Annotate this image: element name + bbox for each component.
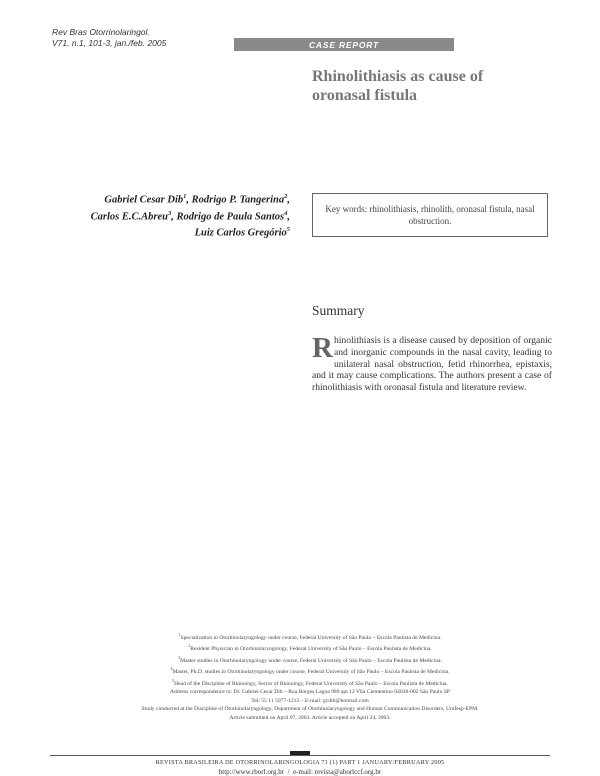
footnote-mark: 1 — [178, 632, 181, 637]
title-line-1: Rhinolithiasis as cause of — [312, 68, 484, 85]
footnote-text: Resident Physician in Otorhinolaryngology, Federal University of São Paulo – Escola Paulista de Medicina. — [190, 646, 432, 653]
author-line-2: Carlos E.C.Abreu$^3$, Rodrigo de Paula Santos$^4$, — [90, 209, 290, 222]
author-affiliation-mark: 2 — [284, 193, 288, 200]
footer-citation: REVISTA BRASILEIRA DE OTORRINOLARINGOLOGIA 71 (1) PART 1 JANUARY/FEBRUARY 2005 — [155, 759, 445, 766]
author-name: Gabriel Cesar Dib — [104, 194, 184, 206]
section-label: CASE REPORT — [308, 39, 380, 50]
email-link[interactable]: revista@aborlccf.org.br — [314, 768, 382, 776]
footnote-address: Address correspondence to: Dr. Gabriel Cesar Dib – Rua Borges Lagoa 980 apt 12 Vila Clementino 04038-002 São Paulo SP — [169, 689, 451, 696]
keywords-box — [312, 193, 548, 237]
footnote-text: Master, Ph.D. studies in Otorhinolaryngology under course, Federal University of São Paulo – Escola Paulista de Medicina. — [172, 669, 450, 676]
author-affiliation-mark: 5 — [286, 226, 290, 233]
footnote-contact: Tel/ 55 11 5077-1212 – E-mail: gcdib@hotmail.com — [251, 697, 369, 704]
author-name: Rodrigo de Paula Santos — [176, 211, 285, 222]
keywords-text: Key words: rhinolithiasis, rhinolith, oronasal fistula, nasal obstruction. — [325, 204, 535, 226]
article-title — [312, 67, 552, 105]
footnote — [60, 642, 560, 653]
footnote-text: Head of the Discipline of Rhinology, Sector of Rhinology, Federal University of São Paulo – Escola Paulista de Medicina. — [174, 680, 448, 687]
footnote-mark: 2 — [188, 643, 191, 649]
footnote-dates: Article submitted on April 07, 2003. Article accepted on April 24, 2003. — [229, 715, 391, 722]
journal-name: Rev Bras Otorrinolaringol. — [52, 27, 150, 37]
author-list — [30, 190, 290, 240]
website-link[interactable]: http://www.rborl.org.br — [218, 768, 285, 776]
author-affiliation-mark: 4 — [284, 209, 288, 217]
author-line-1: Gabriel Cesar Dib$^1$, Rodrigo P. Tangerina$^2$, — [104, 193, 290, 206]
footnote — [60, 654, 560, 665]
author-name: Carlos E.C.Abreu — [90, 211, 168, 222]
footnote — [60, 665, 560, 676]
footnote-mark: 4 — [170, 666, 173, 672]
footer-rule — [50, 755, 550, 756]
author-affiliation-mark: 1 — [183, 193, 187, 200]
author-name: Luiz Carlos Gregório — [194, 227, 287, 239]
author-affiliation-mark: 3 — [167, 209, 172, 217]
author-line-3 — [30, 223, 290, 240]
abstract-paragraph — [312, 332, 552, 394]
footnote — [60, 631, 560, 642]
summary-heading: Summary — [312, 303, 365, 318]
drop-cap: R — [312, 332, 333, 364]
footnote-text: Master studies in Otorhinolaryngology under course, Federal University of São Paulo – Escola Paulista de Medicina. — [180, 657, 442, 664]
journal-volume: V71, n.1, 101-3, jan./feb. 2005 — [52, 38, 167, 48]
footnote — [60, 677, 560, 688]
title-line-2: oronasal fistula — [312, 87, 418, 104]
abstract-text: hinolithiasis is a disease caused by deposition of organic and inorganic compounds in the nasal cavity, leading to unilateral nasal obstruction, fetid rhinorrhea, epistaxis, and it may cause complications. The authors present a case of rhinolithiasis with oronasal fistula and literature review. — [312, 335, 552, 394]
footnotes — [60, 631, 560, 723]
section-label-bar — [234, 38, 454, 51]
footnote-text: Specialization in Otorhinolaryngology under course, Federal University of São Paulo – Escola Paulista de Medicina. — [180, 634, 442, 641]
footnote-mark: 3 — [178, 654, 181, 660]
email-label: e-mail: — [293, 768, 313, 776]
footer-separator: / — [287, 768, 290, 776]
author-name: Rodrigo P. Tangerina — [191, 194, 285, 206]
footnote-study: Study conducted at the Discipline of Otorhinolaryngology, Department of Otorhinolaryngology and Human Communication Disorders, Unifesp-EPM. — [141, 706, 479, 713]
footer-links — [0, 768, 600, 776]
journal-reference — [52, 27, 166, 49]
footnote-mark: 5 — [172, 677, 175, 683]
